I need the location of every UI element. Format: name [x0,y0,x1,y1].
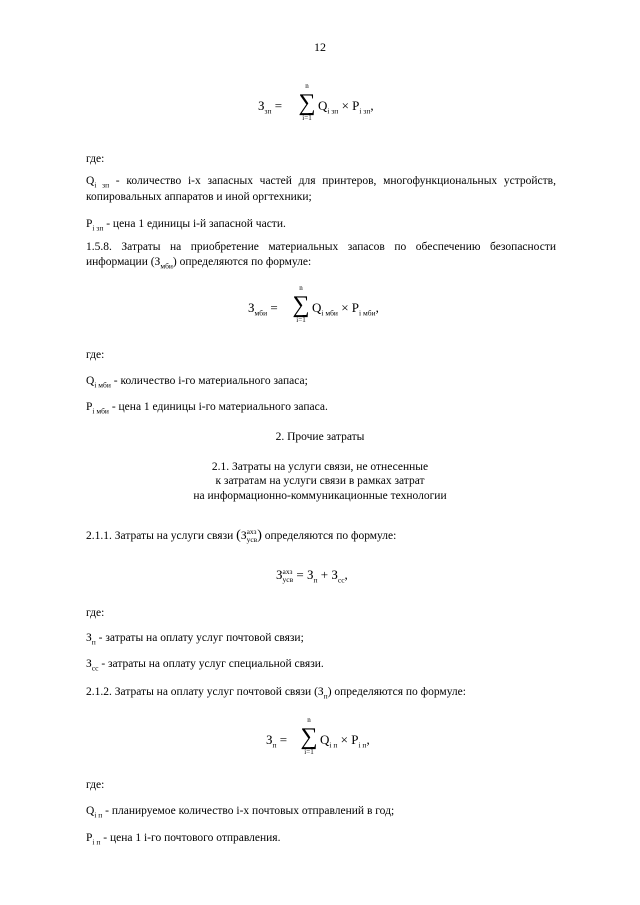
definition: $P_{i п}$ - цена 1 i-го почтового отправления. [86,832,281,847]
definition: $P_{i мби}$ - цена 1 единицы i-го материального запаса. [86,401,328,416]
definition: $Q_{i мби}$ - количество i-го материального запаса; [86,375,308,390]
where-label: где: [86,779,105,791]
sum-sign: n ∑ i=1 [292,284,310,324]
formula-symbol: З [258,98,265,113]
formula-postal-rhs: $Q_{i п} \times P_{i п}$, [320,732,370,750]
definition: $P_{i зп}$ - цена 1 единицы i-й запасной части. [86,218,286,233]
formula-security-rhs: $Q_{i мби} \times P_{i мби}$, [312,300,379,318]
sum-sign: n ∑ i=1 [298,82,316,122]
definition: $Q_{i зп}$ - количество i-х запасных частей для принтеров, многофункциональных устройств, копировальных аппаратов и иной оргтехники; [86,175,556,204]
paragraph-2-1-1: 2.1.1. Затраты на услуги связи (З ахз усв ) определяются по формуле: [86,527,397,545]
formula-security: $З_{мби}$ = [248,300,278,318]
formula-communication: З ахз усв = $З_п + З_{сс}$, [276,567,348,585]
paragraph-1-5-8: 1.5.8. Затраты на приобретение материальных запасов по обеспечению безопасности информации $(З_{мби})$ определяются по формуле: [86,241,556,271]
formula-postal: $З_п$ = [266,732,288,750]
formula-spare-parts: $З_{зп}$ = [258,98,283,116]
definition: $Q_{i п}$ - планируемое количество i-х почтовых отправлений в год; [86,805,395,820]
definition: $З_п$ - затраты на оплату услуг почтовой связи; [86,632,304,647]
where-label: где: [86,153,105,165]
page-number: 12 [314,40,326,54]
where-label: где: [86,349,105,361]
formula-spare-parts-rhs: $Q_{i зп} \times P_{i зп}$, [318,98,374,116]
subsection-heading: 2.1. Затраты на услуги связи, не отнесенные к затратам на услуги связи в рамках затрат на информационно-коммуникационные технологии [193,461,447,502]
definition: $З_{сс}$ - затраты на оплату услуг специальной связи. [86,658,324,673]
sum-sign: n ∑ i=1 [300,716,318,756]
where-label: где: [86,607,105,619]
section-heading: 2. Прочие затраты [275,431,365,443]
paragraph-2-1-2: 2.1.2. Затраты на оплату услуг почтовой связи $(З_п)$ определяются по формуле: [86,686,466,701]
